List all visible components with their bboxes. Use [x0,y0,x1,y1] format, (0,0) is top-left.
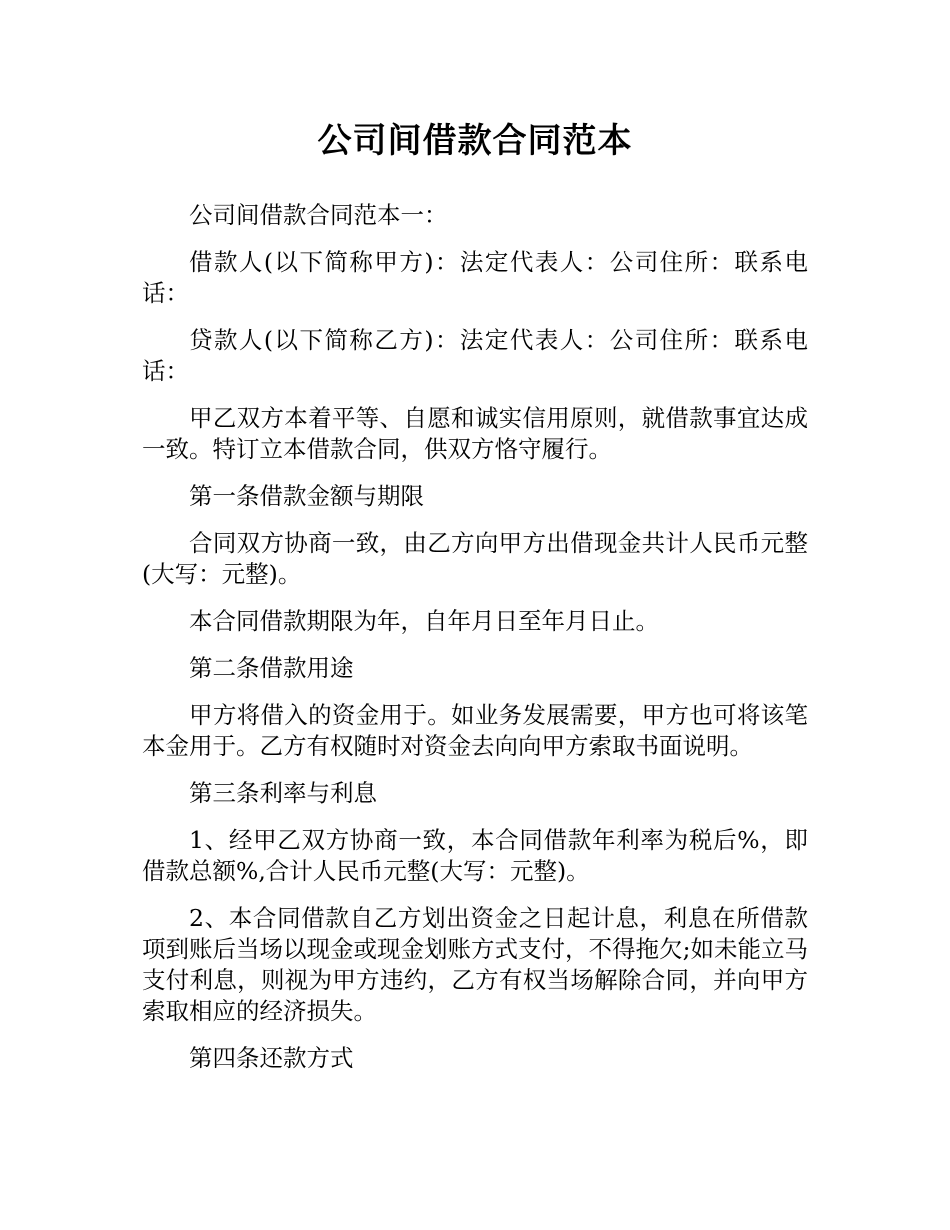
paragraph-interest-rate: 1、经甲乙双方协商一致，本合同借款年利率为税后%，即借款总额%,合计人民币元整(大写：元整)。 [142,826,808,885]
paragraph-borrower: 借款人(以下简称甲方)：法定代表人：公司住所：联系电话： [142,248,808,307]
document-title: 公司间借款合同范本 [317,121,633,161]
paragraph-principles: 甲乙双方本着平等、自愿和诚实信用原则，就借款事宜达成一致。特订立本借款合同，供双方恪守履行。 [142,404,808,463]
paragraph-loan-term: 本合同借款期限为年，自年月日至年月日止。 [189,607,659,635]
paragraph-lender: 贷款人(以下简称乙方)：法定代表人：公司住所：联系电话： [142,326,808,385]
heading-article-4: 第四条还款方式 [189,1044,354,1072]
document-body [142,200,808,1090]
paragraph-interest-payment: 2、本合同借款自乙方划出资金之日起计息，利息在所借款项到账后当场以现金或现金划账方式支付，不得拖欠;如未能立马支付利息，则视为甲方违约，乙方有权当场解除合同，并向甲方索取相应的经济损失。 [142,904,808,1025]
heading-article-1: 第一条借款金额与期限 [189,482,424,510]
paragraph-contract-intro: 公司间借款合同范本一： [189,201,448,229]
heading-article-2: 第二条借款用途 [189,654,354,682]
paragraph-loan-amount: 合同双方协商一致，由乙方向甲方出借现金共计人民币元整(大写：元整)。 [142,529,808,588]
paragraph-loan-purpose: 甲方将借入的资金用于。如业务发展需要，甲方也可将该笔本金用于。乙方有权随时对资金去向向甲方索取书面说明。 [142,701,808,760]
heading-article-3: 第三条利率与利息 [189,779,377,807]
